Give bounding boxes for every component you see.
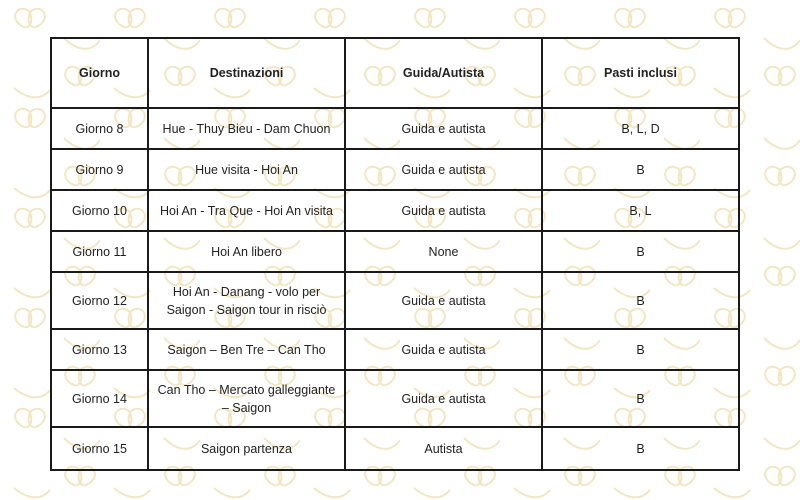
table-row [51,272,739,329]
cell-giorno: Giorno 8 [51,108,148,149]
table-row [51,370,739,427]
cell-giorno: Giorno 13 [51,329,148,370]
cell-pasti: B [542,231,739,272]
cell-destinazioni: Hue visita - Hoi An [148,149,345,190]
table-row [51,149,739,190]
cell-pasti: B [542,272,739,329]
cell-pasti: B [542,427,739,470]
cell-pasti: B, L, D [542,108,739,149]
header-guida-autista: Guida/Autista [345,38,542,108]
cell-guida: Guida e autista [345,108,542,149]
cell-guida: Guida e autista [345,272,542,329]
cell-giorno: Giorno 14 [51,370,148,427]
header-destinazioni: Destinazioni [148,38,345,108]
cell-destinazioni: Hoi An libero [148,231,345,272]
cell-destinazioni: Can Tho – Mercato galleggiante – Saigon [148,370,345,427]
cell-guida: Guida e autista [345,149,542,190]
header-pasti-inclusi: Pasti inclusi [542,38,739,108]
cell-pasti: B, L [542,190,739,231]
cell-giorno: Giorno 11 [51,231,148,272]
cell-destinazioni: Saigon – Ben Tre – Can Tho [148,329,345,370]
cell-pasti: B [542,370,739,427]
cell-giorno: Giorno 10 [51,190,148,231]
cell-guida: None [345,231,542,272]
cell-guida: Guida e autista [345,370,542,427]
cell-destinazioni: Saigon partenza [148,427,345,470]
cell-pasti: B [542,329,739,370]
cell-giorno: Giorno 12 [51,272,148,329]
table-row [51,108,739,149]
table-row [51,329,739,370]
cell-guida: Guida e autista [345,329,542,370]
cell-giorno: Giorno 9 [51,149,148,190]
table-row [51,427,739,470]
cell-destinazioni: Hoi An - Danang - volo per Saigon - Saigon tour in risciò [148,272,345,329]
cell-guida: Guida e autista [345,190,542,231]
cell-destinazioni: Hue - Thuy Bieu - Dam Chuon [148,108,345,149]
table-header-row [51,38,739,108]
table-row [51,190,739,231]
table-row [51,231,739,272]
cell-giorno: Giorno 15 [51,427,148,470]
itinerary-table [50,37,740,471]
cell-pasti: B [542,149,739,190]
header-giorno: Giorno [51,38,148,108]
cell-destinazioni: Hoi An - Tra Que - Hoi An visita [148,190,345,231]
itinerary-table-container [50,37,738,471]
cell-guida: Autista [345,427,542,470]
